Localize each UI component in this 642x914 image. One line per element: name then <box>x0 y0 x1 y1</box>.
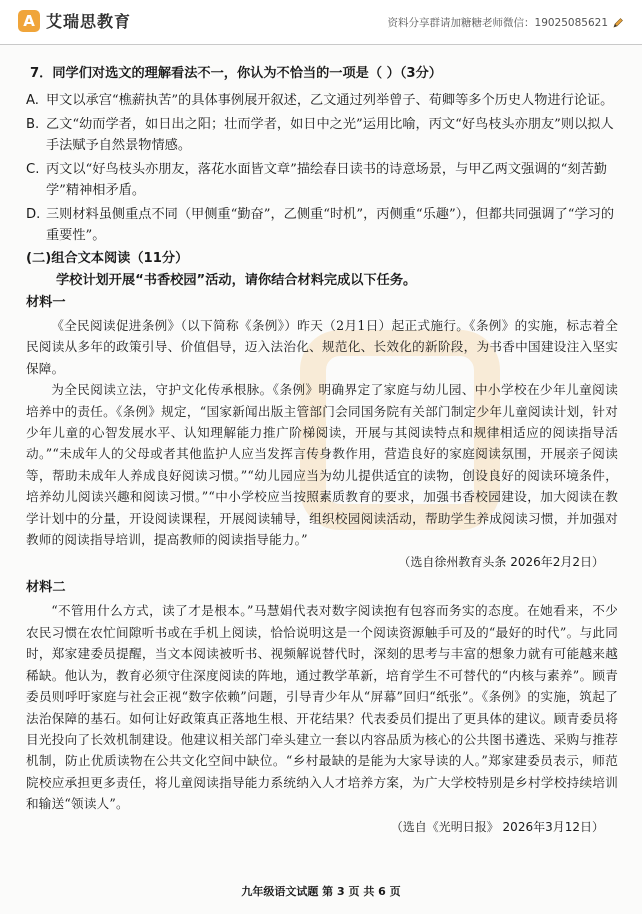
option-letter: B. <box>26 117 40 132</box>
section-2-title: (二)组合文本阅读（11分） <box>26 251 189 266</box>
material-2-source: （选自《光明日报》 2026年3月12日） <box>390 819 604 834</box>
option-a <box>26 90 618 111</box>
material-2-title: 材料二 <box>26 580 66 596</box>
option-letter: D. <box>26 207 41 222</box>
logo-icon: A <box>18 10 40 32</box>
brand-logo <box>18 9 131 32</box>
option-text: 乙文“幼而学者，如日出之阳；壮而学者，如日中之光”运用比喻，丙文“好鸟枝头亦朋友”则以拟人手法赋予自然景物情感。 <box>46 117 614 153</box>
option-text: 甲文以承宫“樵薪执苦”的具体事例展开叙述，乙文通过列举曾子、荀卿等多个历史人物进行论证。 <box>46 93 614 108</box>
pencil-icon <box>612 17 624 29</box>
option-b <box>26 114 618 156</box>
option-text: 三则材料虽侧重点不同（甲侧重“勤奋”，乙侧重“时机”，丙侧重“乐趣”），但都共同强调了“学习的重要性”。 <box>46 207 615 243</box>
header-contact <box>388 15 624 30</box>
page-footer: 九年级语文试题 第 3 页 共 6 页 <box>241 885 401 898</box>
material-1-source: （选自徐州教育头条 2026年2月2日） <box>398 555 604 570</box>
material-1-title: 材料一 <box>26 295 66 310</box>
logo-text: 艾瑞思教育 <box>46 12 132 31</box>
material-1-paragraph: 为全民阅读立法，守护文化传承根脉。《条例》明确界定了家庭与幼儿园、中小学校在少年儿童阅读培养中的责任。《条例》规定，“国家新闻出版主管部门会同国务院有关部门制定少年儿童阅读计划，针对少年儿童的心智发展水平、认知理解能力推广阶梯阅读，开展与其阅读特点和规律相适应的阅读指导活动。”“未成年人的父母或者其他监护人应当发挥言传身教作用，营造良好的家庭阅读氛围，开展亲子阅读等，帮助未成年人养成良好阅读习惯。”“幼儿园应当为幼儿提供适宜的读物，创设良好的阅读环境条件，培养幼儿阅读兴趣和阅读习惯。”“中小学校应当按照素质教育的要求，加强书香校园建设，加大阅读在教学计划中的分量，开设阅读课程，开展阅读辅导，组织校园阅读活动，帮助学生养成阅读习惯，并加强对教师的阅读指导培训，提高教师的阅读指导能力。” <box>26 382 618 548</box>
question-7-title: 7．同学们对选文的理解看法不一，你认为不恰当的一项是（ ）（3分） <box>30 66 442 81</box>
page-header <box>0 0 642 45</box>
option-letter: A. <box>26 93 39 108</box>
material-1-paragraph: 《全民阅读促进条例》（以下简称《条例》）昨天（2月1日）起正式施行。《条例》的实施，标志着全民阅读从多年的政策引导、价值倡导，迈入法治化、规范化、长效化的新阶段，为书香中国建设注入坚实保障。 <box>26 318 618 376</box>
option-letter: C. <box>26 162 40 177</box>
option-text: 丙文以“好鸟枝头亦朋友，落花水面皆文章”描绘春日读书的诗意场景，与甲乙两文强调的“刻苦勤学”精神相矛盾。 <box>46 162 607 198</box>
header-contact-text: 资料分享群请加糖糖老师微信：19025085621 <box>387 17 608 29</box>
option-c <box>26 159 618 201</box>
section-2-task: 学校计划开展“书香校园”活动，请你结合材料完成以下任务。 <box>56 273 417 288</box>
option-d <box>26 204 618 246</box>
exam-content <box>26 64 618 843</box>
material-2-paragraph: “不管用什么方式，读了才是根本。”马慧娟代表对数字阅读抱有包容而务实的态度。在她看来，不少农民习惯在农忙间隙听书或在手机上阅读，恰恰说明这是一个阅读资源触手可及的“最好的时代”。与此同时，郑家建委员提醒，当文本阅读被听书、视频解说替代时，深刻的思考与丰富的想象力就有可能越来越稀缺。他认为，教育必须守住深度阅读的阵地，通过教学革新，培育学生不可替代的“内核与素养”。顾青委员则呼吁家庭与社会正视“数字依赖”问题，引导青少年从“屏幕”回归“纸张”。《条例》的实施，筑起了法治保障的基石。如何让好政策真正落地生根、开花结果？代表委员们提出了更具体的建议。顾青委员将目光投向了长效机制建设。他建议相关部门牵头建立一套以内容品质为核心的公共图书遴选、采购与推荐机制，防止优质读物在公共文化空间中缺位。“乡村最缺的是能为大家导读的人。”郑家建委员表示，师范院校应承担更多责任，将儿童阅读指导能力系统纳入人才培养方案，为广大学校特别是乡村学校持续培训和输送“领读人”。 <box>26 603 618 812</box>
